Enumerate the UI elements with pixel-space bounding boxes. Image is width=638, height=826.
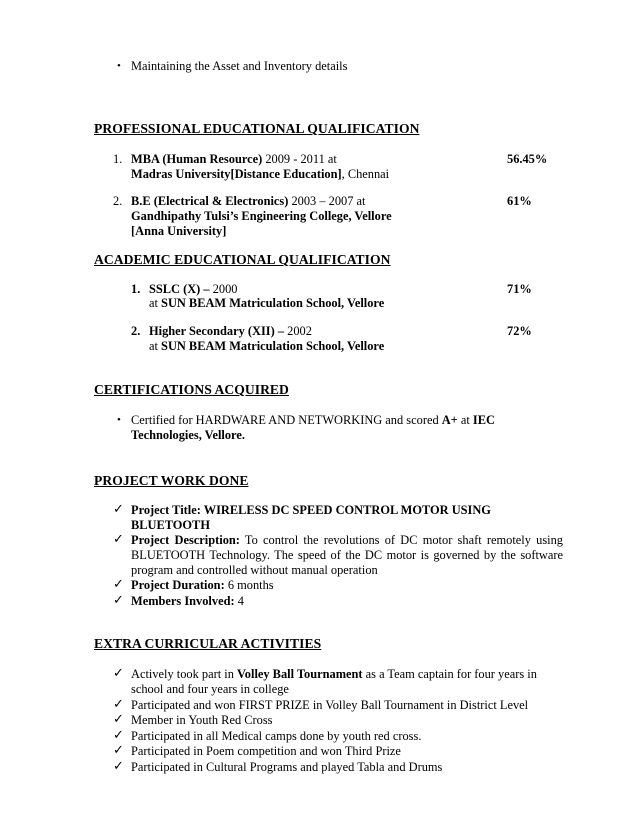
activity-item: Participated and won FIRST PRIZE in Volley Ball Tournament in District Level (131, 698, 529, 712)
institution-name: Madras University[Distance Education] (131, 167, 342, 181)
section-heading-academic: ACADEMIC EDUCATIONAL QUALIFICATION (94, 252, 391, 267)
section-heading-certifications: CERTIFICATIONS ACQUIRED (94, 382, 289, 397)
institution-line (131, 167, 389, 182)
activity-item: Participated in all Medical camps done by youth red cross. (131, 729, 422, 743)
duty-item: Maintaining the Asset and Inventory details (131, 59, 348, 73)
activity-item: Member in Youth Red Cross (131, 713, 273, 727)
project-duration-value: 6 months (224, 578, 274, 592)
exam-year: 2002 (284, 324, 312, 338)
section-heading-extra: EXTRA CURRICULAR ACTIVITIES (94, 636, 322, 651)
school-name: SUN BEAM Matriculation School, Vellore (161, 296, 385, 310)
certification-grade: A+ (441, 413, 458, 427)
list-number: 2. (131, 324, 141, 338)
score-value: 71% (507, 282, 532, 296)
activity-highlight: Volley Ball Tournament (237, 667, 363, 681)
at-text: at (149, 296, 162, 310)
degree-name: B.E (Electrical & Electronics) (131, 194, 289, 208)
list-number: 1. (113, 152, 123, 166)
certification-text: Certified for HARDWARE AND NETWORKING and scored (131, 413, 442, 427)
degree-name: MBA (Human Resource) (131, 152, 263, 166)
check-icon: ✓ (113, 712, 124, 727)
check-icon: ✓ (113, 697, 124, 712)
check-icon: ✓ (113, 759, 124, 774)
score-value: 61% (507, 194, 532, 208)
list-number: 1. (131, 282, 141, 296)
project-title: Project Title: WIRELESS DC SPEED CONTROL MOTOR USING (131, 503, 491, 517)
section-heading-professional: PROFESSIONAL EDUCATIONAL QUALIFICATION (94, 121, 420, 136)
project-title-cont: BLUETOOTH (131, 518, 210, 532)
score-value: 56.45% (507, 152, 548, 166)
school-name: SUN BEAM Matriculation School, Vellore (161, 339, 385, 353)
institution-name: Gandhipathy Tulsi’s Engineering College, Vellore (131, 209, 392, 223)
project-members-label: Members Involved: (131, 594, 235, 608)
project-description-line3: program and controlled without manual operation (131, 563, 378, 577)
institution-city: , Chennai (341, 167, 390, 181)
project-duration (131, 578, 274, 593)
check-icon: ✓ (113, 593, 124, 608)
bullet-icon: • (117, 414, 121, 426)
bullet-icon: • (117, 60, 121, 72)
project-description-line2: BLUETOOTH Technology. The speed of the DC motor is governed by the software (131, 548, 563, 562)
at-text: at (457, 413, 473, 427)
activity-item: Participated in Cultural Programs and played Tabla and Drums (131, 760, 443, 774)
activity-item: Participated in Poem competition and won Third Prize (131, 744, 401, 758)
exam-name: Higher Secondary (XII) – (149, 324, 285, 338)
school-qualification (149, 282, 237, 297)
check-icon: ✓ (113, 728, 124, 743)
project-members (131, 594, 244, 609)
activity-text: Actively took part in (131, 667, 237, 681)
project-members-value: 4 (234, 594, 244, 608)
university-name: [Anna University] (131, 224, 227, 238)
degree-years: 2003 – 2007 at (288, 194, 366, 208)
project-duration-label: Project Duration: (131, 578, 225, 592)
check-icon: ✓ (113, 577, 124, 592)
project-description-text: To control the revolutions of DC motor shaft remotely using (239, 533, 563, 547)
activity-text: as a Team captain for four years in (362, 667, 537, 681)
check-icon: ✓ (113, 666, 124, 681)
certification-org: IEC (472, 413, 495, 427)
qualification-line (131, 194, 365, 209)
check-icon: ✓ (113, 743, 124, 758)
certification-org-cont: Technologies, Vellore. (131, 428, 245, 442)
at-text: at (149, 339, 162, 353)
activity-item (131, 667, 537, 682)
certification-line (131, 413, 495, 428)
check-icon: ✓ (113, 532, 124, 547)
check-icon: ✓ (113, 502, 124, 517)
exam-year: 2000 (209, 282, 238, 296)
exam-name: SSLC (X) – (149, 282, 210, 296)
degree-years: 2009 - 2011 at (262, 152, 337, 166)
project-description-label: Project Description: (131, 533, 240, 547)
school-line (149, 339, 384, 354)
section-heading-project: PROJECT WORK DONE (94, 473, 249, 488)
qualification-line (131, 152, 337, 167)
list-number: 2. (113, 194, 123, 208)
project-description-line1 (131, 533, 563, 548)
school-qualification (149, 324, 312, 339)
activity-item-cont: school and four years in college (131, 682, 289, 696)
score-value: 72% (507, 324, 532, 338)
school-line (149, 296, 384, 311)
